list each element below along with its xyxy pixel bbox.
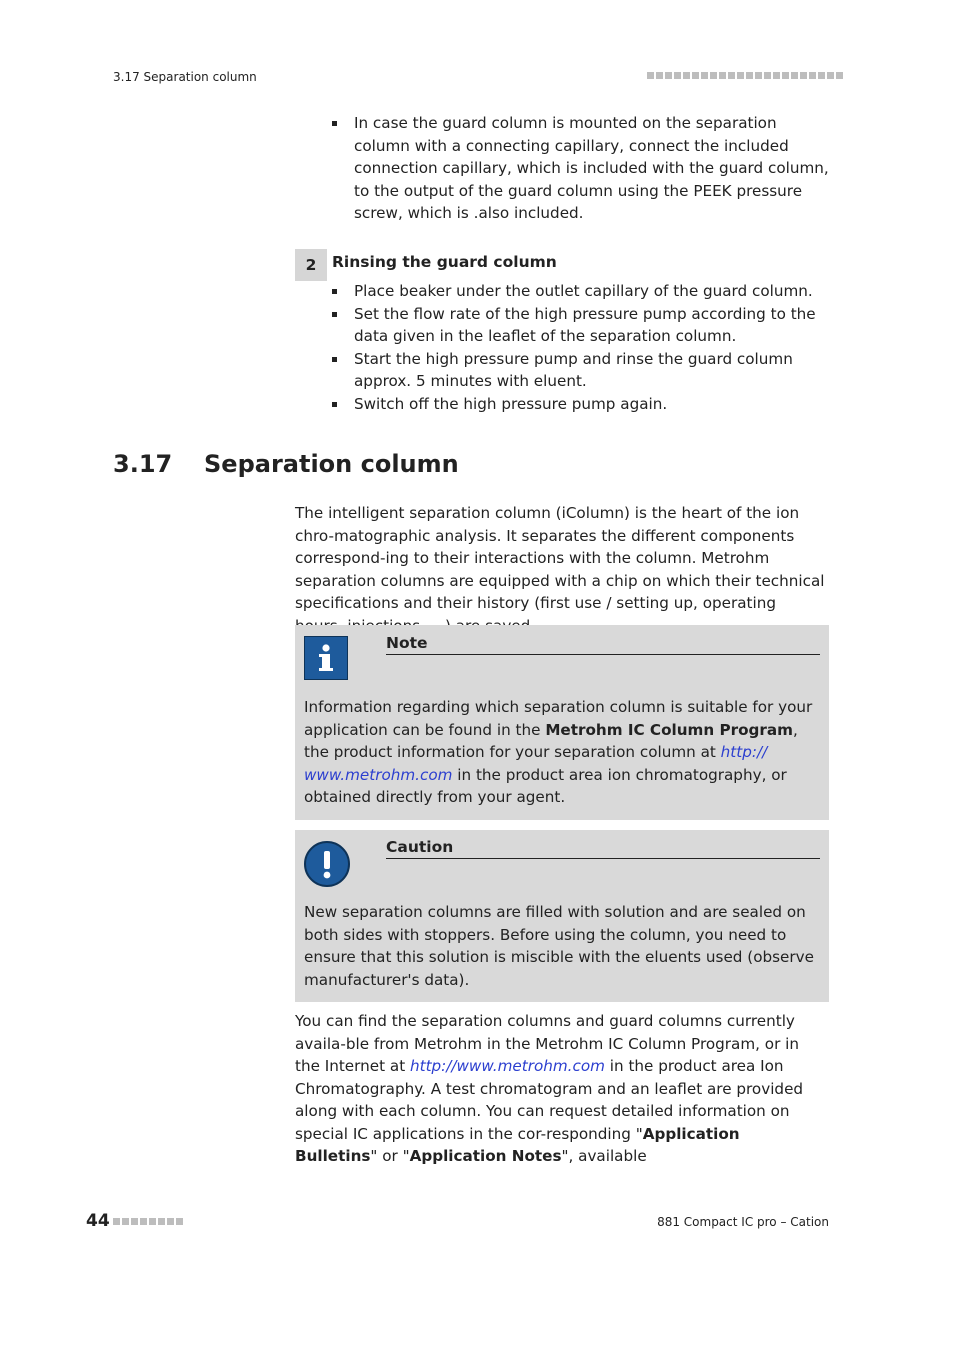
page-number: 44 xyxy=(86,1211,110,1231)
running-header-section: 3.17 Separation column xyxy=(113,70,257,84)
top-bullet-list xyxy=(332,112,832,225)
note-text: Information regarding which separation column is suitable for your application can be found in the Metrohm IC Column Program, the product information for your separation column at http:// www.metrohm.com in the product area ion chromatography, or obtained directly from your agent. xyxy=(304,698,813,806)
note-box xyxy=(295,625,829,820)
step-bullet-list xyxy=(332,280,832,415)
closing-paragraph: You can find the separation columns and guard columns currently availa-ble from Metrohm in the Metrohm IC Column Program, or in the Internet at http://www.metrohm.com in the product area Ion Chromatography. A test chromatogram and an leaflet are provided along with each column. You can request detailed information on special IC applications in the cor-responding "Application Bulletins" or "Application Notes", available xyxy=(295,1012,804,1165)
caution-box xyxy=(295,830,829,1002)
info-icon xyxy=(304,636,348,680)
list-item: In case the guard column is mounted on the separation column with a connecting capillary, connect the included connection capillary, which is included with the guard column, to the output of the guard column using the PEEK pressure screw, which is .also included. xyxy=(332,112,832,225)
header-decoration xyxy=(647,72,843,79)
section-number: 3.17 xyxy=(113,450,173,478)
list-item: Set the flow rate of the high pressure pump according to the data given in the leaflet of the separation column. xyxy=(332,303,832,348)
caution-title: Caution xyxy=(386,838,820,859)
footer-decoration xyxy=(113,1218,183,1225)
step-number: 2 xyxy=(295,249,327,281)
list-item: Switch off the high pressure pump again. xyxy=(332,393,832,416)
section-title: Separation column xyxy=(204,450,459,478)
step-title: Rinsing the guard column xyxy=(332,253,557,271)
note-link[interactable]: http:// www.metrohm.com xyxy=(304,743,768,784)
bold-application-bulletins: Application Bulletins xyxy=(295,1124,740,1165)
exclamation-icon xyxy=(304,841,350,887)
caution-text: New separation columns are filled with solution and are sealed on both sides with stoppers. Before using the column, you need to ensure that this solution is miscible with the eluents used (observe manufacturer's data). xyxy=(304,903,814,989)
list-item: Start the high pressure pump and rinse the guard column approx. 5 minutes with eluent. xyxy=(332,348,832,393)
closing-link[interactable]: http://www.metrohm.com xyxy=(409,1057,605,1075)
intro-paragraph: The intelligent separation column (iColumn) is the heart of the ion chro-matographic analysis. It separates the different components correspond-ing to their interactions with the column. Metrohm separation columns are equipped with a chip on which their technical specifications and their history (first use / setting up, operating xyxy=(295,504,825,612)
footer-document-title: 881 Compact IC pro – Cation xyxy=(657,1215,829,1229)
note-title: Note xyxy=(386,634,820,655)
note-bold-program: Metrohm IC Column Program xyxy=(545,720,793,739)
list-item: Place beaker under the outlet capillary of the guard column. xyxy=(332,280,832,303)
bold-application-notes: Application Notes xyxy=(409,1147,562,1165)
